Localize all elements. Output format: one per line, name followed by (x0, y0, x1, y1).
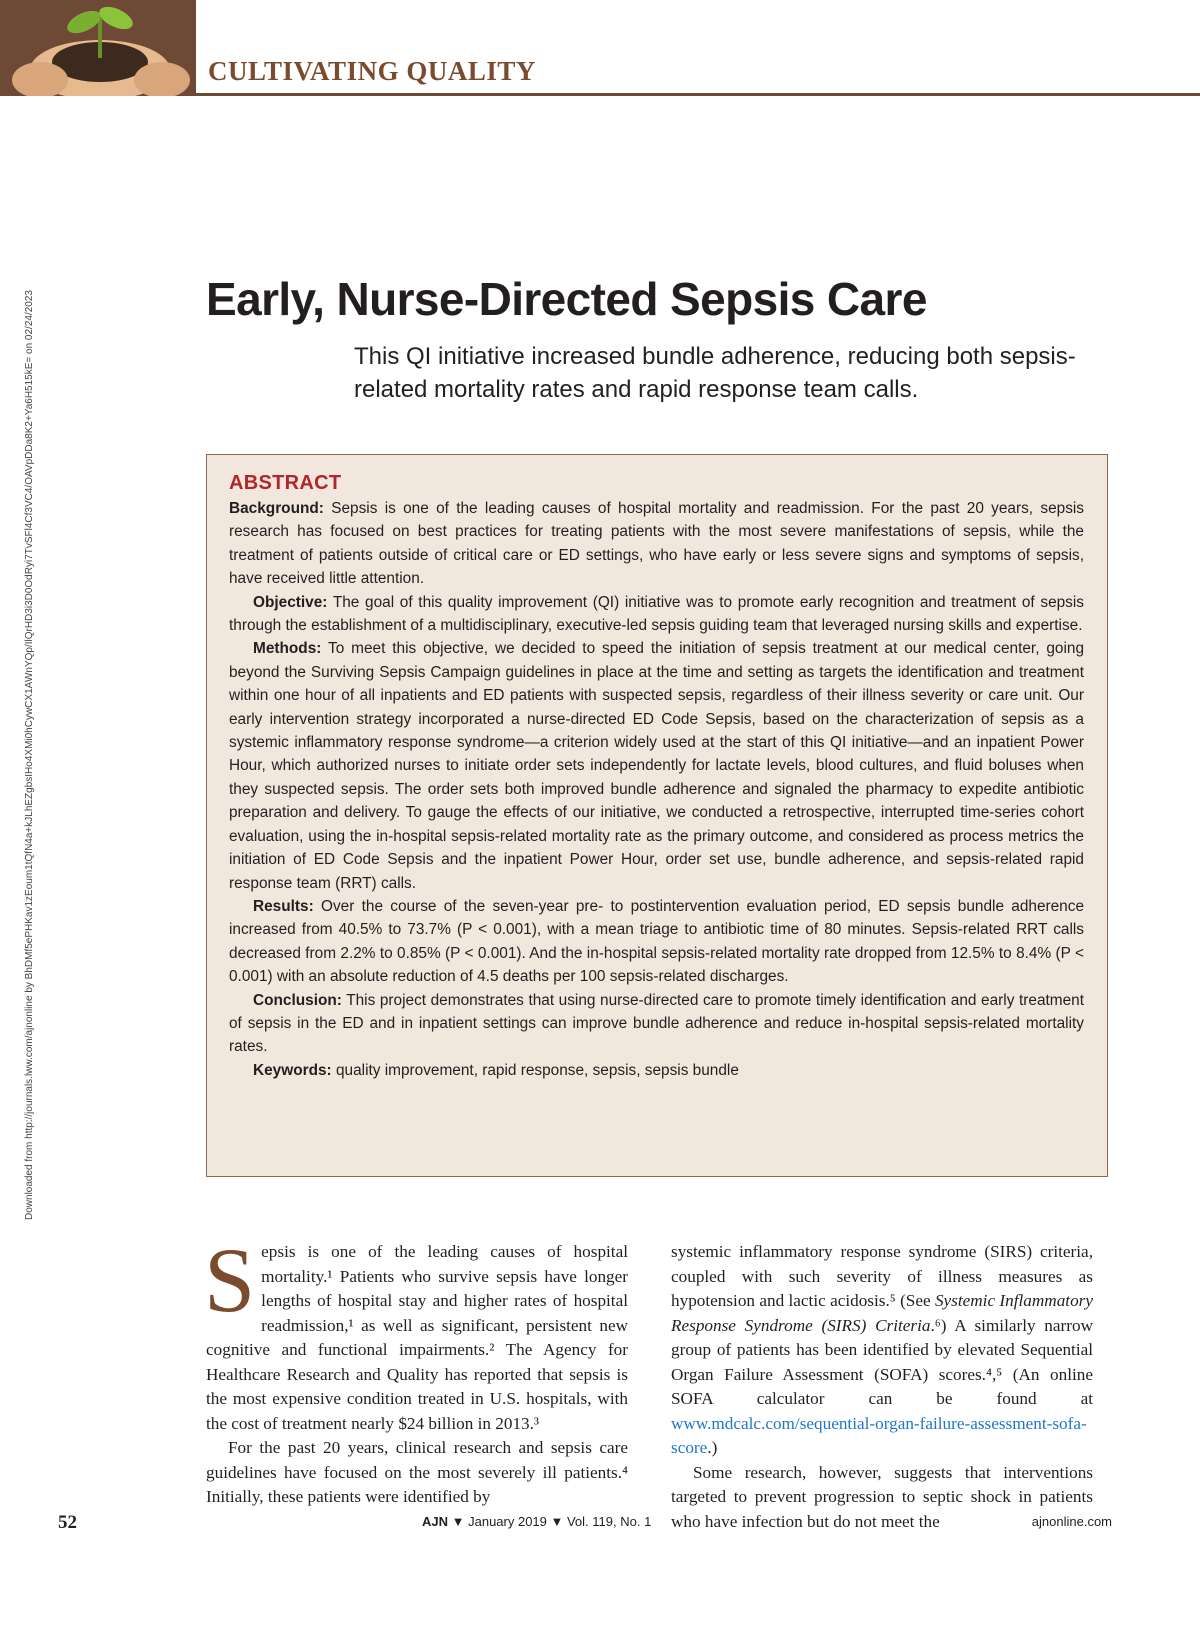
abstract-objective-label: Objective: (253, 593, 328, 611)
abstract-conclusion-label: Conclusion: (253, 991, 342, 1009)
abstract-results (229, 895, 1084, 989)
body-paragraph (671, 1240, 1093, 1461)
abstract-background (229, 497, 1084, 591)
journal-website: ajnonline.com (1031, 1514, 1112, 1529)
body-paragraph (204, 1229, 628, 1436)
abstract-box (206, 454, 1108, 1177)
body-text: epsis is one of the leading causes of hospital mortality.¹ Patients who survive sepsis have longer lengths of hospital stay and higher rates of hospital readmission,¹ as well as significant, persistent new cognitive and functional impairments.² The Agency for Healthcare Research and Quality has reported that sepsis is the most expensive condition treated in U.S. hospitals, with the cost of treatment nearly $24 billion in 2013.³ (206, 1242, 628, 1433)
body-text: .) (707, 1438, 718, 1457)
abstract-objective-text: The goal of this quality improvement (QI) initiative was to promote early recognition and treatment of sepsis through the establishment of a multidisciplinary, executive-led sepsis guiding team that leveraged nursing skills and expertise. (229, 593, 1084, 635)
body-text: .⁶) A similarly narrow group of patients has been identified by elevated Sequential Organ Failure Assessment (SOFA) scores.⁴,⁵ (An online SOFA calculator can be found at (671, 1315, 1093, 1408)
body-text: systemic inflammatory response syndrome (SIRS) criteria, coupled with such severity of illness measures as hypotension and lactic acidosis.⁵ (See (671, 1242, 1093, 1310)
abstract-methods-label: Methods: (253, 640, 322, 658)
body-paragraph: Some research, however, suggests that interventions targeted to prevent progression to septic shock in patients who have infection but do not meet the (671, 1462, 1093, 1531)
abstract-background-text: Sepsis is one of the leading causes of hospital mortality and readmission. For the past 20 years, sepsis research has focused on best practices for treating patients with the most severe manifestations of sepsis, while the treatment of patients outside of critical care or ED settings, who have early or less severe signs and symptoms of sepsis, have received little attention. (229, 500, 1084, 588)
abstract-heading: ABSTRACT (229, 472, 342, 494)
body-paragraph: For the past 20 years, clinical research and sepsis care guidelines have focused on the most severely ill patients.⁴ Initially, these patients were identified by (206, 1438, 628, 1506)
abstract-background-label: Background: (229, 500, 324, 517)
abstract-keywords-label: Keywords: (253, 1061, 332, 1079)
sofa-calculator-link[interactable]: www.mdcalc.com/sequential-organ-failure-assessment-sofa-score (671, 1413, 1087, 1457)
drop-cap: S (204, 1229, 256, 1331)
section-title: CULTIVATING QUALITY (208, 56, 536, 86)
seedling-hands-icon (0, 0, 196, 96)
abstract-methods (229, 637, 1084, 894)
abstract-results-label: Results: (253, 897, 314, 915)
header-rule (196, 93, 1200, 96)
header-band (0, 0, 196, 96)
article-subtitle: This QI initiative increased bundle adherence, reducing both sepsis-related mortality rates and rapid response team calls. (354, 343, 1076, 403)
journal-footer (422, 1514, 651, 1529)
article-title: Early, Nurse-Directed Sepsis Care (206, 273, 927, 325)
abstract-objective (229, 591, 1084, 638)
download-notice: Downloaded from http://journals.lww.com/ajnonline by BhDMf5ePHKav1zEoum1tQfN4a+kJLhEZgbsIHo4XMi0hCywCX1AWnYQp/IlQrHD3i3D0OdRyi7TvSFl4Cf3VC4/OAVpDDa8K2+Ya6H515kE= on 02/24/2023 (24, 290, 35, 1220)
abstract-conclusion-text: This project demonstrates that using nurse-directed care to promote timely identification and early treatment of sepsis in the ED and in inpatient settings can improve bundle adherence and reduce in-hospital sepsis-related mortality rates. (229, 991, 1084, 1056)
body-column-right (671, 1240, 1093, 1534)
abstract-conclusion (229, 989, 1084, 1059)
abstract-results-text: Over the course of the seven-year pre- to postintervention evaluation period, ED sepsis bundle adherence increased from 40.5% to 73.7% (P < 0.001), with a mean triage to antibiotic time of 80 minutes. Sepsis-related RRT calls decreased from 2.2% to 0.85% (P < 0.001). And the in-hospital sepsis-related mortality rate dropped from 12.5% to 8.4% (P < 0.001) with an absolute reduction of 4.5 deaths per 100 sepsis-related discharges. (229, 897, 1084, 986)
journal-name: AJN (422, 1514, 449, 1529)
journal-issue: ▼ January 2019 ▼ Vol. 119, No. 1 (448, 1514, 652, 1529)
page-number: 52 (58, 1512, 77, 1533)
abstract-keywords-text: quality improvement, rapid response, sepsis, sepsis bundle (335, 1061, 739, 1079)
abstract-methods-text: To meet this objective, we decided to speed the initiation of sepsis treatment at our medical center, going beyond the Surviving Sepsis Campaign guidelines in place at the time and setting as targets the identification and treatment within one hour of all inpatients and ED patients with suspected sepsis, regardless of their illness severity or care unit. Our early intervention strategy incorporated a nurse-directed ED Code Sepsis, based on the characterization of sepsis as a systemic inflammatory response syndrome—a criterion widely used at the start of this QI initiative—and an inpatient Power Hour, which authorized nurses to initiate order sets independently for lactate levels, blood cultures, and fluid boluses when they suspected sepsis. The order sets both improved bundle adherence and signaled the pharmacy to expedite antibiotic preparation and delivery. To gauge the effects of our initiative, we conducted a retrospective, interrupted time-series cohort evaluation, using the in-hospital sepsis-related mortality rate as the primary outcome, and considered as process metrics the initiation of ED Code Sepsis and the inpatient Power Hour, order set use, bundle adherence, and sepsis-related rapid response team (RRT) calls. (229, 640, 1085, 892)
abstract-keywords (229, 1059, 1084, 1082)
sidebar-reference: Systemic Inflammatory Response Syndrome (SIRS) Criteria (671, 1291, 1093, 1335)
body-column-left (204, 1229, 628, 1510)
